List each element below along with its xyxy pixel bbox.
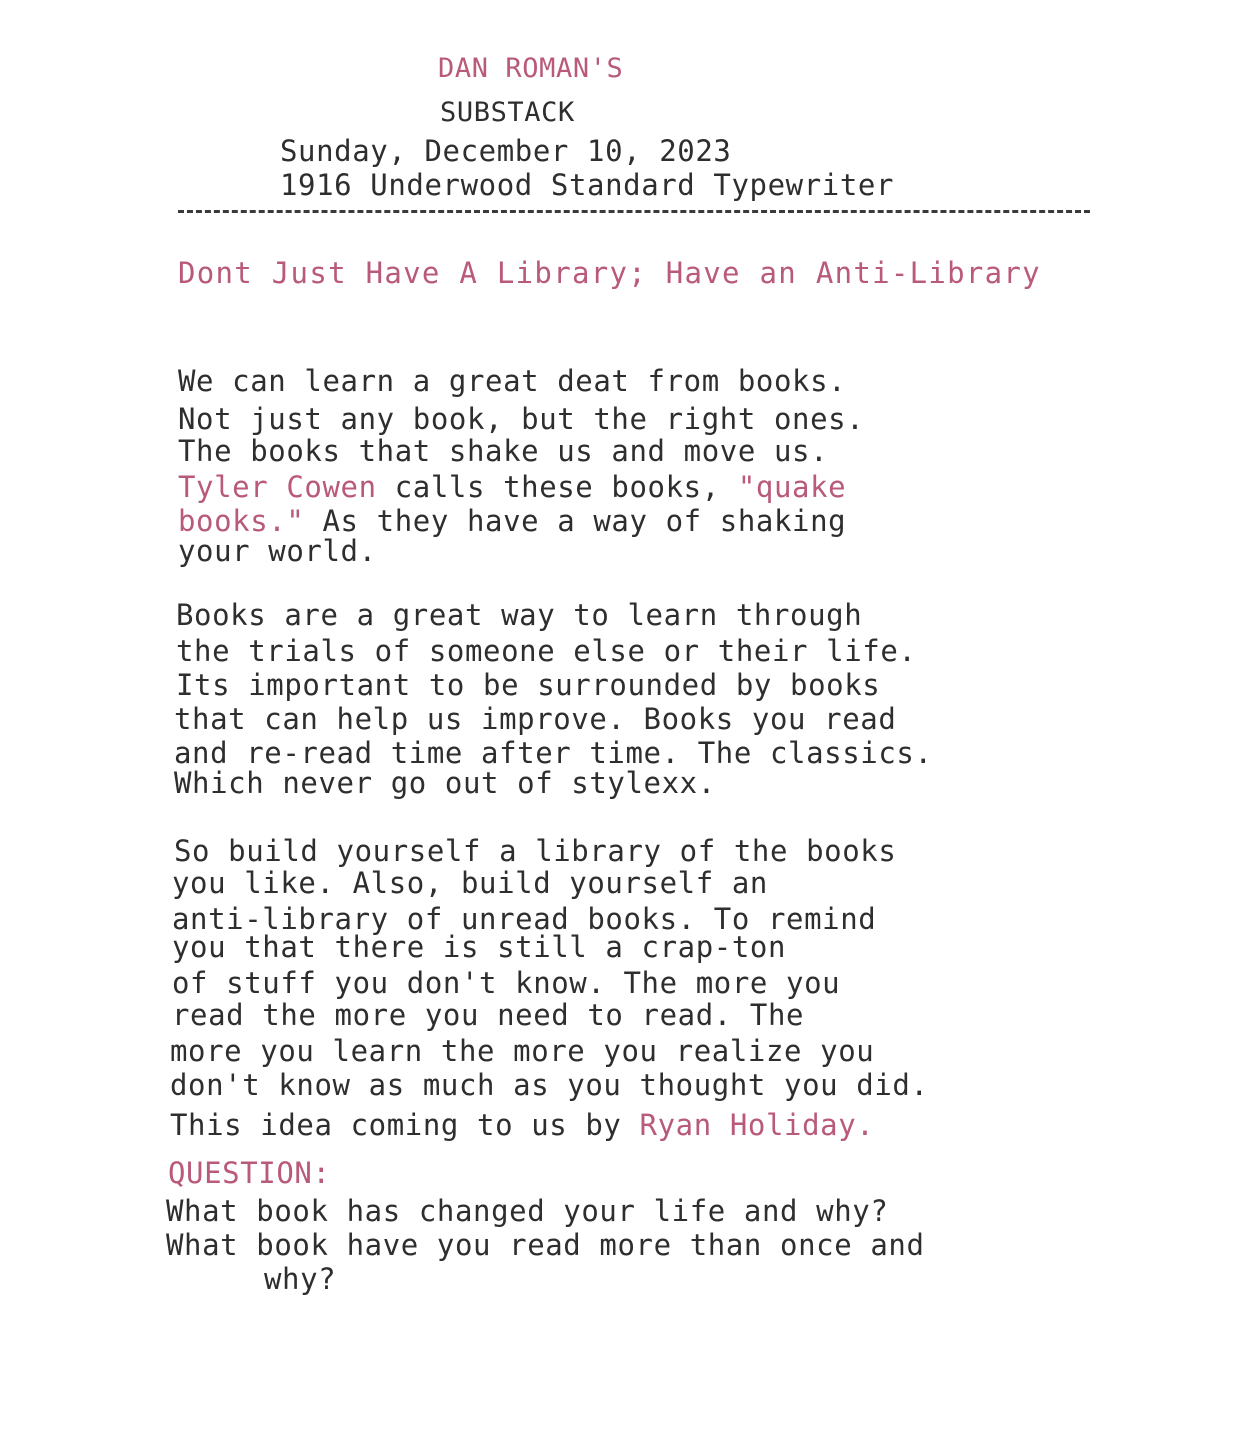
- article-title: Dont Just Have A Library; Have an Anti-Library: [178, 256, 1041, 290]
- paragraph3-line9: [170, 1108, 874, 1142]
- question-2-continued: why?: [264, 1262, 337, 1296]
- paragraph2-line2: the trials of someone else or their life.: [176, 634, 917, 668]
- publication-heading: SUBSTACK: [440, 97, 575, 128]
- paragraph1-line6: your world.: [178, 534, 377, 568]
- paragraph3-line8: don't know as much as you thought you did.: [170, 1068, 929, 1102]
- paragraph3-line7: more you learn the more you realize you: [170, 1034, 875, 1068]
- tyler-cowen-name: Tyler Cowen: [178, 470, 377, 504]
- paragraph1-line4: [178, 470, 846, 504]
- paragraph3-line1: So build yourself a library of the books: [174, 834, 897, 868]
- paragraph3-line6: read the more you need to read. The: [172, 998, 805, 1032]
- paragraph3-line2: you like. Also, build yourself an: [172, 866, 768, 900]
- paragraph1-line3: The books that shake us and move us.: [178, 434, 829, 468]
- typewriter-line: 1916 Underwood Standard Typewriter: [280, 168, 895, 202]
- paragraph2-line4: that can help us improve. Books you read: [174, 702, 897, 736]
- question-label: QUESTION:: [168, 1156, 331, 1190]
- date-line: Sunday, December 10, 2023: [280, 134, 732, 168]
- quake-quote-start: "quake: [737, 470, 847, 504]
- paragraph1-line5: [178, 504, 846, 538]
- author-heading: DAN ROMAN'S: [438, 53, 624, 84]
- paragraph3-line5: of stuff you don't know. The more you: [172, 966, 841, 1000]
- paragraph3-line4: you that there is still a crap-ton: [172, 930, 787, 964]
- paragraph1-line1: We can learn a great deat from books.: [178, 364, 847, 398]
- ryan-holiday-name: Ryan Holiday.: [639, 1108, 875, 1142]
- paragraph2-line5: and re-read time after time. The classics.: [174, 736, 933, 770]
- paragraph1-line5-rest: As they have a way of shaking: [304, 504, 847, 538]
- dashed-divider: [178, 210, 1090, 213]
- paragraph2-line6: Which never go out of stylexx.: [174, 766, 716, 800]
- paragraph3-line3: anti-library of unread books. To remind: [172, 902, 877, 936]
- question-2: What book have you read more than once and: [166, 1228, 925, 1262]
- quake-quote-end: books.": [178, 504, 305, 538]
- paragraph1-line4-middle: calls these books,: [376, 470, 738, 504]
- paragraph2-line1: Books are a great way to learn through: [176, 598, 863, 632]
- paragraph3-line9-prefix: This idea coming to us by: [170, 1108, 640, 1142]
- paragraph2-line3: Its important to be surrounded by books: [176, 668, 881, 702]
- question-1: What book has changed your life and why?: [166, 1194, 889, 1228]
- paragraph1-line2: Not just any book, but the right ones.: [178, 402, 865, 436]
